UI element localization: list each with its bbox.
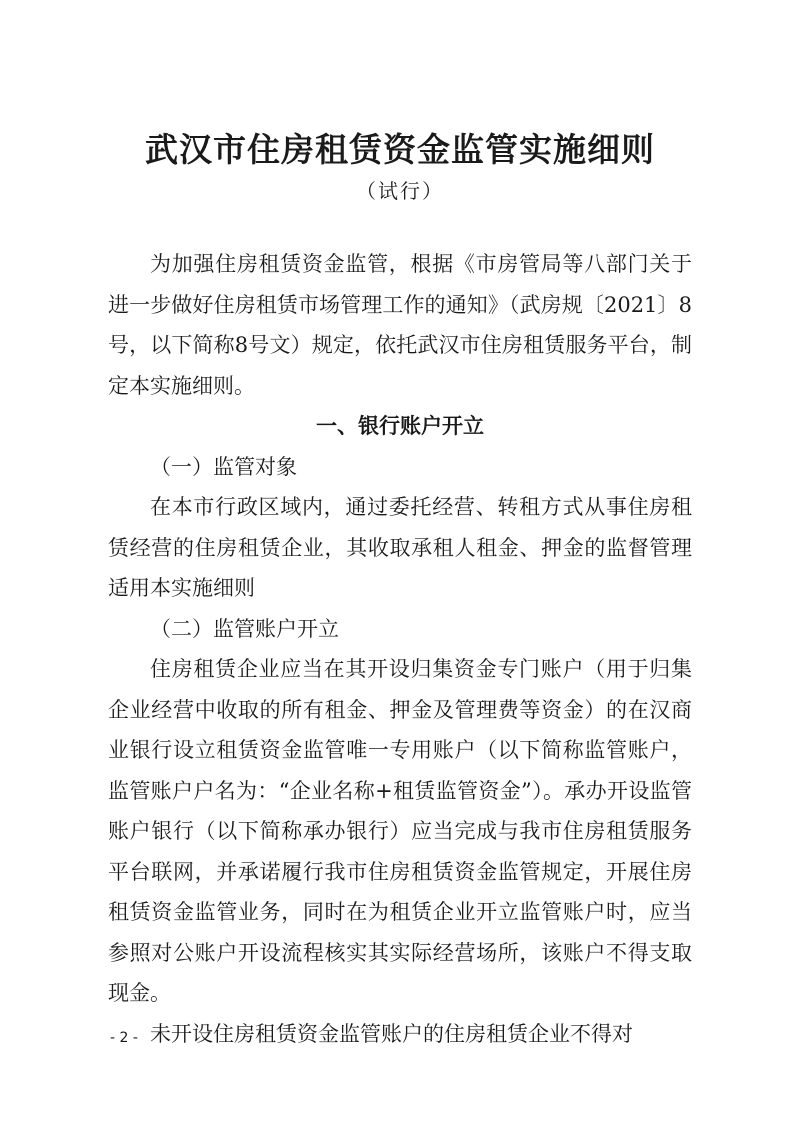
subsection-heading-account-opening: （二）监管账户开立: [150, 616, 339, 641]
section-heading-bank-account: 一、银行账户开立: [316, 414, 484, 438]
document-title: 武汉市住房租赁资金监管实施细则: [145, 130, 655, 169]
supervision-target-paragraph: 在本市行政区域内，通过委托经营、转租方式从事住房租赁经营的住房租赁企业，其收取承租人租金、押金的监督管理适用本实施细则: [108, 495, 692, 600]
account-opening-paragraph-continued: 未开设住房租赁资金监管账户的住房租赁企业不得对: [150, 1021, 633, 1046]
account-opening-paragraph: 住房租赁企业应当在其开设归集资金专门账户（用于归集企业经营中收取的所有租金、押金及管理费等资金）的在汉商业银行设立租赁资金监管唯一专用账户（以下简称监管账户，监管账户户名为：“企业名称+租赁监管资金”）。承办开设监管账户银行（以下简称承办银行）应当完成与我市住房租赁服务平台联网，并承诺履行我市住房租赁资金监管规定，开展住房租赁资金监管业务，同时在为租赁企业开立监管账户时，应当参照对公账户开设流程核实其实际经营场所，该账户不得支取现金。: [108, 657, 692, 1005]
intro-paragraph: 为加强住房租赁资金监管，根据《市房管局等八部门关于进一步做好住房租赁市场管理工作的通知》（武房规〔2021〕8号，以下简称8号文）规定，依托武汉市住房租赁服务平台，制定本实施细则。: [108, 252, 692, 398]
document-subtitle: （试行）: [356, 179, 444, 203]
page-number: - 2 -: [110, 1030, 138, 1046]
document-body: [108, 244, 692, 1054]
subsection-heading-supervision-target: （一）监管对象: [150, 454, 297, 479]
